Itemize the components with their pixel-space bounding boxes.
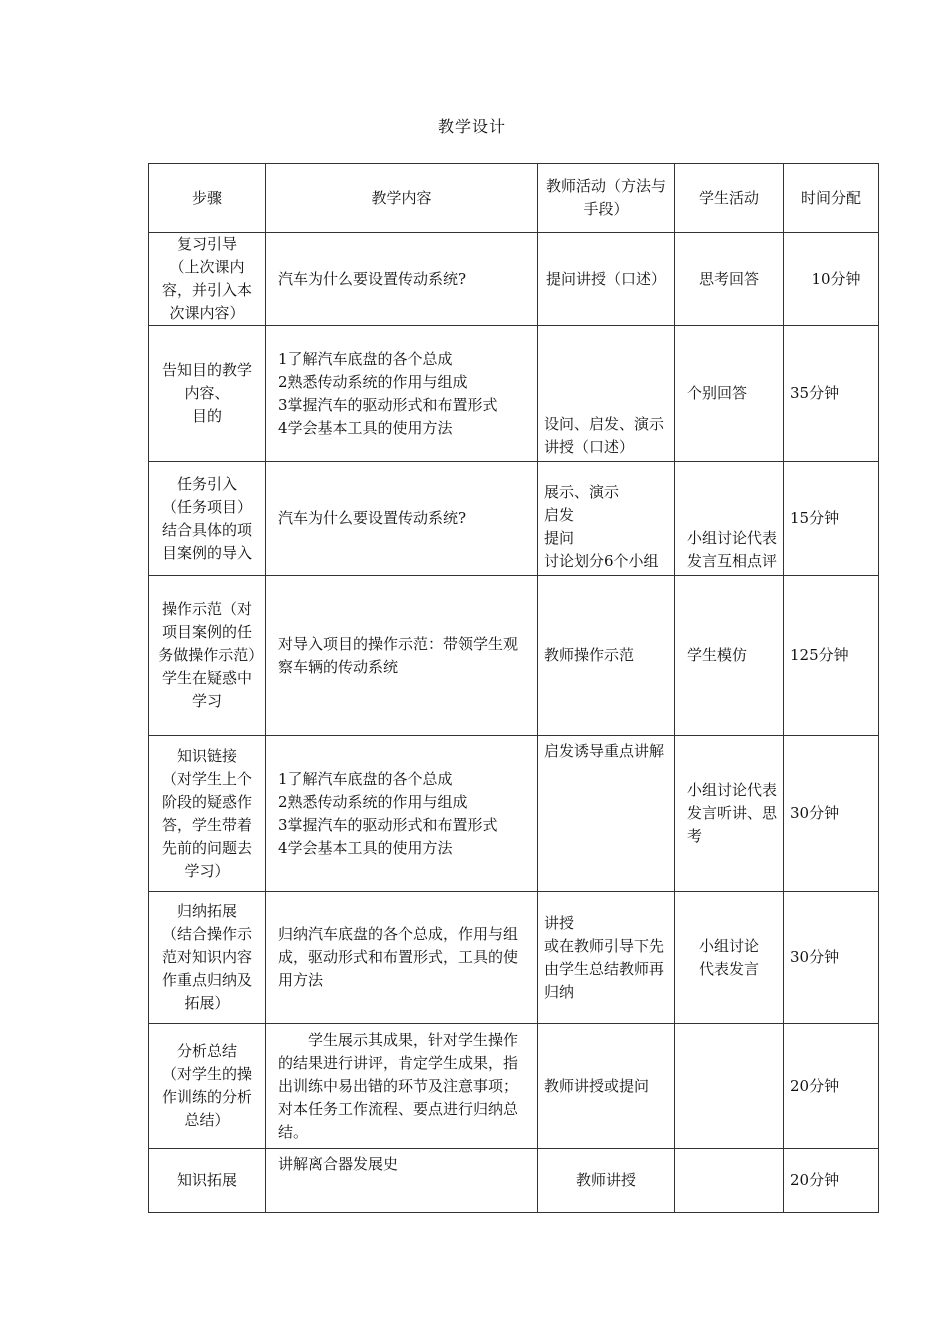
header-time: 时间分配 <box>784 164 879 233</box>
page-title: 教学设计 <box>437 117 506 136</box>
time-cell: 30分钟 <box>784 892 879 1024</box>
time-cell: 15分钟 <box>784 462 879 576</box>
time-cell: 10分钟 <box>784 233 879 326</box>
table-row <box>149 736 879 892</box>
step-cell: 知识拓展 <box>149 1149 266 1213</box>
table-row <box>149 1149 879 1213</box>
teacher-activity-cell: 教师讲授 <box>538 1149 675 1213</box>
header-student-activity: 学生活动 <box>675 164 784 233</box>
content-cell: 汽车为什么要设置传动系统? <box>266 233 538 326</box>
table-row <box>149 576 879 736</box>
step-cell: 归纳拓展 （结合操作示范对知识内容作重点归纳及拓展） <box>149 892 266 1024</box>
content-cell: 1了解汽车底盘的各个总成 2熟悉传动系统的作用与组成 3掌握汽车的驱动形式和布置形式 4学会基本工具的使用方法 <box>266 736 538 892</box>
step-cell: 任务引入 （任务项目）结合具体的项目案例的导入 <box>149 462 266 576</box>
teacher-activity-cell: 讲授 或在教师引导下先由学生总结教师再归纳 <box>538 892 675 1024</box>
time-cell: 125分钟 <box>784 576 879 736</box>
student-activity-cell: 小组讨论代表发言互相点评 <box>675 462 784 576</box>
table-header-row <box>149 164 879 233</box>
student-activity-cell: 学生模仿 <box>675 576 784 736</box>
content-cell: 对导入项目的操作示范：带领学生观察车辆的传动系统 <box>266 576 538 736</box>
time-cell: 20分钟 <box>784 1149 879 1213</box>
header-content: 教学内容 <box>266 164 538 233</box>
step-cell: 操作示范（对项目案例的任务做操作示范）学生在疑惑中学习 <box>149 576 266 736</box>
step-cell: 分析总结 （对学生的操作训练的分析总结） <box>149 1024 266 1149</box>
lesson-plan-table <box>148 163 879 1213</box>
content-cell: 1了解汽车底盘的各个总成 2熟悉传动系统的作用与组成 3掌握汽车的驱动形式和布置形式 4学会基本工具的使用方法 <box>266 326 538 462</box>
time-cell: 30分钟 <box>784 736 879 892</box>
teacher-activity-cell: 展示、演示 启发 提问 讨论划分6个小组 <box>538 462 675 576</box>
step-cell: 知识链接 （对学生上个阶段的疑惑作答，学生带着先前的问题去学习） <box>149 736 266 892</box>
content-cell: 汽车为什么要设置传动系统? <box>266 462 538 576</box>
teacher-activity-cell: 教师讲授或提问 <box>538 1024 675 1149</box>
student-activity-cell <box>675 1024 784 1149</box>
student-activity-cell: 个别回答 <box>675 326 784 462</box>
header-step: 步骤 <box>149 164 266 233</box>
time-cell: 20分钟 <box>784 1024 879 1149</box>
teacher-activity-cell: 教师操作示范 <box>538 576 675 736</box>
table-row <box>149 462 879 576</box>
table-row <box>149 233 879 326</box>
student-activity-cell: 小组讨论 代表发言 <box>675 892 784 1024</box>
time-cell: 35分钟 <box>784 326 879 462</box>
table-row <box>149 326 879 462</box>
teacher-activity-cell: 启发诱导重点讲解 <box>538 736 675 892</box>
content-cell: 学生展示其成果，针对学生操作的结果进行讲评，肯定学生成果，指出训练中易出错的环节及注意事项；对本任务工作流程、要点进行归纳总结。 <box>266 1024 538 1149</box>
header-teacher-activity: 教师活动（方法与手段） <box>538 164 675 233</box>
step-cell: 告知目的教学内容、 目的 <box>149 326 266 462</box>
table-row <box>149 892 879 1024</box>
student-activity-cell: 小组讨论代表发言听讲、思考 <box>675 736 784 892</box>
teacher-activity-cell: 提问讲授（口述） <box>538 233 675 326</box>
student-activity-cell: 思考回答 <box>675 233 784 326</box>
step-cell: 复习引导 （上次课内容，并引入本次课内容） <box>149 233 266 326</box>
content-cell: 讲解离合器发展史 <box>266 1149 538 1213</box>
table-row <box>149 1024 879 1149</box>
teacher-activity-cell: 设问、启发、演示 讲授（口述） <box>538 326 675 462</box>
student-activity-cell <box>675 1149 784 1213</box>
content-cell: 归纳汽车底盘的各个总成，作用与组成，驱动形式和布置形式，工具的使用方法 <box>266 892 538 1024</box>
